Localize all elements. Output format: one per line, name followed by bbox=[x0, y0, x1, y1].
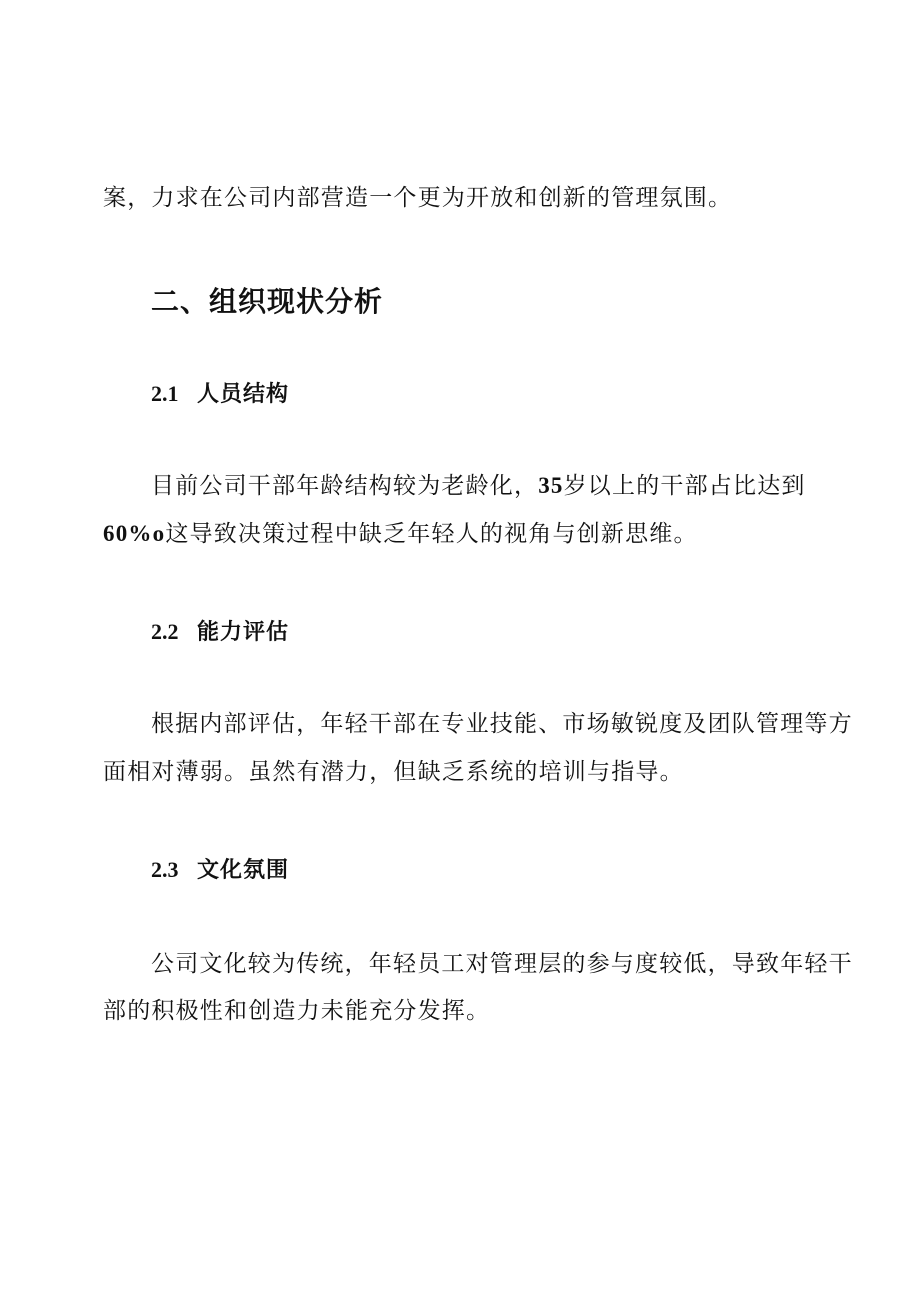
subsection-number: 2.2 bbox=[151, 619, 179, 644]
paragraph-line: 面相对薄弱。虽然有潜力，但缺乏系统的培训与指导。 bbox=[103, 759, 684, 785]
subsection-number: 2.1 bbox=[151, 381, 179, 406]
paragraph-line: 公司文化较为传统，年轻员工对管理层的参与度较低，导致年轻干 bbox=[151, 951, 853, 977]
paragraph-text: 这导致决策过程中缺乏年轻人的视角与创新思维。 bbox=[165, 521, 698, 547]
subsection-title: 能力评估 bbox=[197, 620, 290, 645]
paragraph-line: 根据内部评估，年轻干部在专业技能、市场敏锐度及团队管理等方 bbox=[151, 711, 853, 737]
paragraph-number: 60%o bbox=[103, 521, 166, 546]
paragraph-text: 岁以上的干部占比达到 bbox=[563, 473, 806, 499]
paragraph-text: 目前公司干部年龄结构较为老龄化， bbox=[151, 473, 539, 499]
subsection-heading-2-1 bbox=[151, 380, 289, 409]
paragraph-line bbox=[151, 472, 806, 500]
subsection-heading-2-2 bbox=[151, 618, 289, 647]
subsection-title: 文化氛围 bbox=[197, 858, 290, 883]
subsection-title: 人员结构 bbox=[197, 382, 290, 407]
paragraph-number: 35 bbox=[538, 473, 564, 498]
paragraph-line bbox=[103, 520, 698, 548]
subsection-number: 2.3 bbox=[151, 857, 179, 882]
paragraph-line: 部的积极性和创造力未能充分发挥。 bbox=[103, 998, 491, 1024]
subsection-heading-2-3 bbox=[151, 856, 289, 885]
section-heading: 二、组织现状分析 bbox=[151, 285, 384, 318]
intro-paragraph-line: 案，力求在公司内部营造一个更为开放和创新的管理氛围。 bbox=[103, 185, 733, 211]
